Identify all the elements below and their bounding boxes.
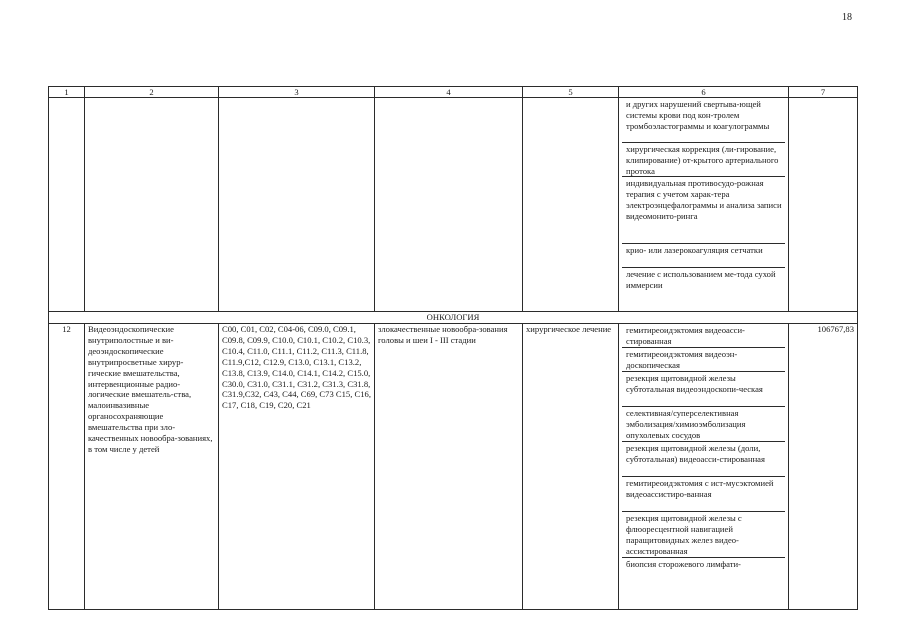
cell-price xyxy=(789,98,858,312)
method-item: селективная/суперселективная эмболизация/химиоэмболизация опухолевых сосудов xyxy=(622,407,785,442)
section-row xyxy=(49,312,858,324)
cell-treatment xyxy=(523,98,619,312)
method-item: гемитиреоидэктомия видеоасси-стированная xyxy=(622,324,785,348)
column-header: 4 xyxy=(375,87,523,98)
method-item: индивидуальная противосудо-рожная терапия с учетом харак-тера электроэнцефалограммы и анализа записи видеомонито-ринга xyxy=(622,177,785,244)
column-header: 6 xyxy=(619,87,789,98)
method-item: хирургическая коррекция (ли-гирование, клипирование) от-крытого артериального протока xyxy=(622,143,785,177)
method-item: резекция щитовидной железы субтотальная видеоэндоскопи-ческая xyxy=(622,372,785,407)
method-item: гемитиреоидэктомия видеоэн-доскопическая xyxy=(622,348,785,372)
method-item: биопсия сторожевого лимфати- xyxy=(626,559,741,569)
table-row-12 xyxy=(49,324,858,610)
column-header: 7 xyxy=(789,87,858,98)
method-item: и других нарушений свертыва-ющей системы крови под кон-тролем тромбоэластограммы и коагулограммы xyxy=(622,98,785,143)
table-row-continued xyxy=(49,98,858,312)
cell-diagnosis: злокачественные новообра-зования головы и шеи I - III стадии xyxy=(375,324,523,610)
section-title: ОНКОЛОГИЯ xyxy=(49,312,858,324)
method-item: резекция щитовидной железы (доли, субтотальная) видеоасси-стированная xyxy=(622,442,785,477)
cell-price: 106767,83 xyxy=(789,324,858,610)
page-number: 18 xyxy=(842,12,852,23)
column-header: 3 xyxy=(219,87,375,98)
cell-diagnosis xyxy=(375,98,523,312)
cell-methods xyxy=(619,324,789,610)
cell-treatment: хирургическое лечение xyxy=(523,324,619,610)
table-header-row xyxy=(49,87,858,98)
column-header: 5 xyxy=(523,87,619,98)
cell-number: 12 xyxy=(49,324,85,610)
cell-codes xyxy=(219,98,375,312)
column-header: 2 xyxy=(85,87,219,98)
medical-care-table xyxy=(48,86,858,610)
cell-methods xyxy=(619,98,789,312)
cell-name xyxy=(85,98,219,312)
cell-number xyxy=(49,98,85,312)
method-item: крио- или лазерокоагуляция сетчатки xyxy=(622,244,785,268)
cell-codes: C00, C01, C02, C04-06, C09.0, C09.1, C09.8, C09.9, C10.0, C10.1, C10.2, C10.3, C10.4, C11.0, C11.1, C11.2, C11.3, C11.8, C11.9,C12, C12.9, C13.0, C13.1, C13.2, C13.8, C13.9, C14.0, C14.1, C14.2, C15.0, C30.0, C31.0, C31.1, C31.2, C31.3, C31.8, C31.9,C32, C43, C44, C69, C73 C15, C16, C17, C18, C19, C20, C21 xyxy=(219,324,375,610)
cell-name: Видеоэндоскопические внутриполостные и ви-деоэндоскопические внутрипросветные хирур-гические вмешательства, интервенционные радио-логические вмешатель-ства, малоинвазивные органосохраняющие вмешательства при зло-качественных новообра-зованиях, в том числе у детей xyxy=(85,324,219,610)
method-item: лечение с использованием ме-тода сухой иммерсии xyxy=(626,269,776,290)
method-item: резекция щитовидной железы с флюоресцентной навигацией паращитовидных желез видео-ассистированная xyxy=(622,512,785,558)
method-item: гемитиреоидэктомия с ист-мусэктомией видеоассистиро-ванная xyxy=(622,477,785,512)
column-header: 1 xyxy=(49,87,85,98)
